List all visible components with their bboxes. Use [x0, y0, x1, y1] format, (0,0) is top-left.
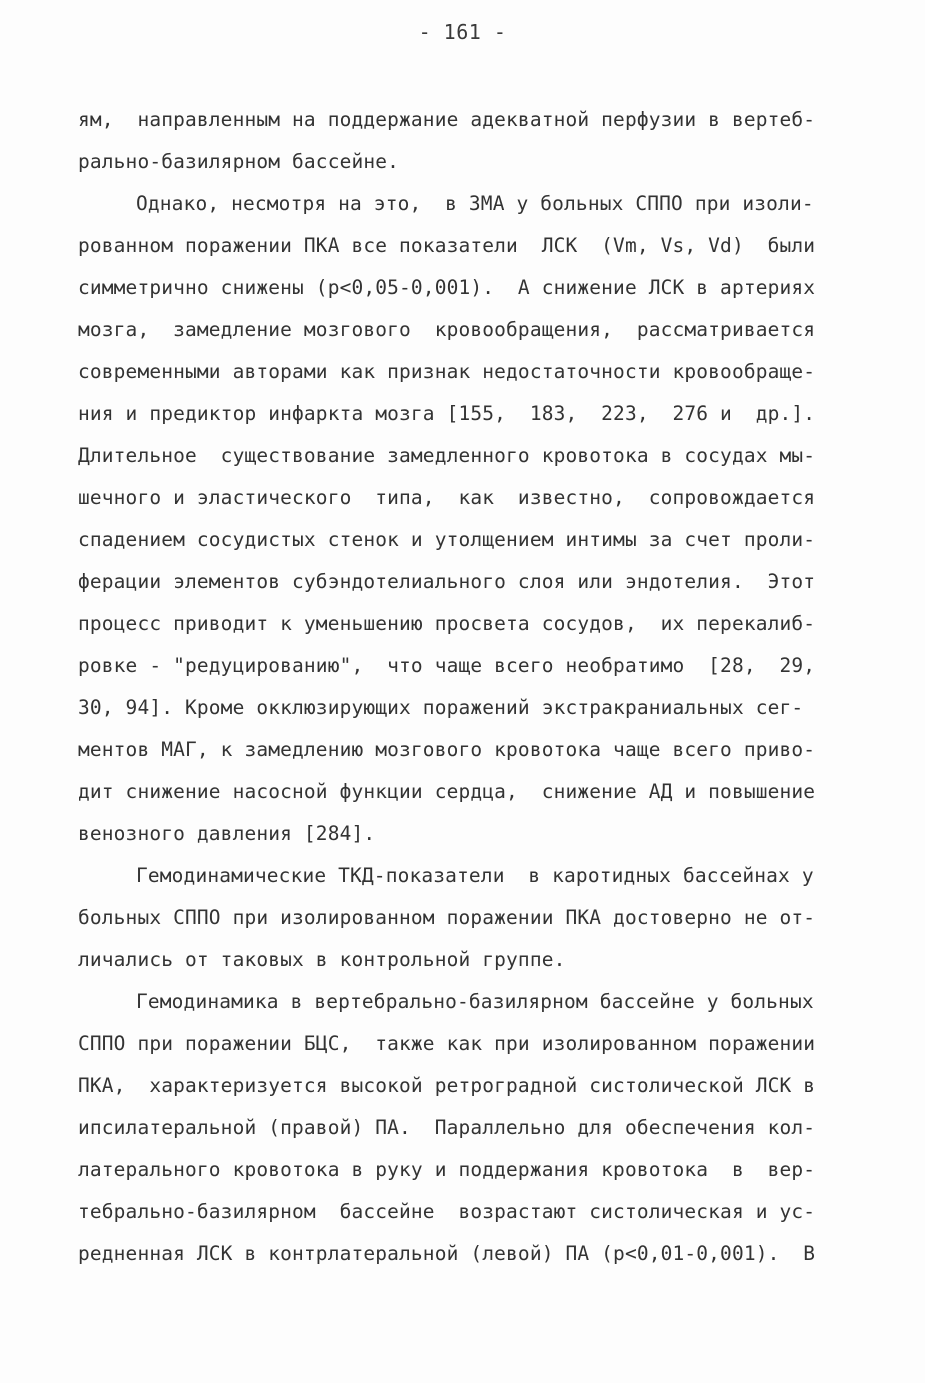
paragraph: [78, 981, 853, 1275]
text-line: симметрично снижены (p<0,05-0,001). А снижение ЛСК в артериях: [78, 276, 816, 299]
text-line: латерального кровотока в руку и поддержания кровотока в вер-: [78, 1158, 816, 1181]
text-line: Гемодинамические ТКД-показатели в каротидных бассейнах у: [136, 864, 814, 887]
text-line: современными авторами как признак недостаточности кровообраще-: [78, 360, 816, 383]
text-line: спадением сосудистых стенок и утолщением интимы за счет проли-: [78, 528, 816, 551]
text-line: СППО при поражении БЦС, также как при изолированном поражении: [78, 1032, 816, 1055]
text-line: больных СППО при изолированном поражении ПКА достоверно не от-: [78, 906, 816, 929]
text-line: Гемодинамика в вертебрально-базилярном бассейне у больных: [136, 990, 814, 1013]
text-line: ям, направленным на поддержание адекватной перфузии в вертеб-: [78, 108, 816, 131]
text-line: тебрально-базилярном бассейне возрастают систолическая и ус-: [78, 1200, 816, 1223]
text-line: дит снижение насосной функции сердца, снижение АД и повышение: [78, 780, 816, 803]
paragraph: [78, 855, 853, 981]
text-line: мозга, замедление мозгового кровообращения, рассматривается: [78, 318, 816, 341]
text-line: ипсилатеральной (правой) ПА. Параллельно для обеспечения кол-: [78, 1116, 816, 1139]
paragraph: [78, 99, 853, 183]
text-line: ферации элементов субэндотелиального слоя или эндотелия. Этот: [78, 570, 816, 593]
text-line: 30, 94]. Кроме окклюзирующих поражений экстракраниальных сег-: [78, 696, 804, 719]
text-line: ментов МАГ, к замедлению мозгового кровотока чаще всего приво-: [78, 738, 816, 761]
paragraph: [78, 183, 853, 855]
text-line: ния и предиктор инфаркта мозга [155, 183, 223, 276 и др.].: [78, 402, 816, 425]
text-line: процесс приводит к уменьшению просвета сосудов, их перекалиб-: [78, 612, 816, 635]
text-line: личались от таковых в контрольной группе.: [78, 948, 566, 971]
page-number: - 161 -: [418, 20, 507, 44]
text-line: шечного и эластического типа, как известно, сопровождается: [78, 486, 816, 509]
text-line: ровке - "редуцированию", что чаще всего необратимо [28, 29,: [78, 654, 816, 677]
text-line: Длительное существование замедленного кровотока в сосудах мы-: [78, 444, 816, 467]
text-line: редненная ЛСК в контрлатеральной (левой) ПА (p<0,01-0,001). В: [78, 1242, 816, 1265]
text-line: ПКА, характеризуется высокой ретроградной систолической ЛСК в: [78, 1074, 816, 1097]
text-line: рально-базилярном бассейне.: [78, 150, 400, 173]
text-line: венозного давления [284].: [78, 822, 376, 845]
text-line: рованном поражении ПКА все показатели ЛСК (Vm, Vs, Vd) были: [78, 234, 816, 257]
text-line: Однако, несмотря на это, в ЗМА у больных СППО при изоли-: [136, 192, 814, 215]
body-text: [78, 99, 853, 1275]
